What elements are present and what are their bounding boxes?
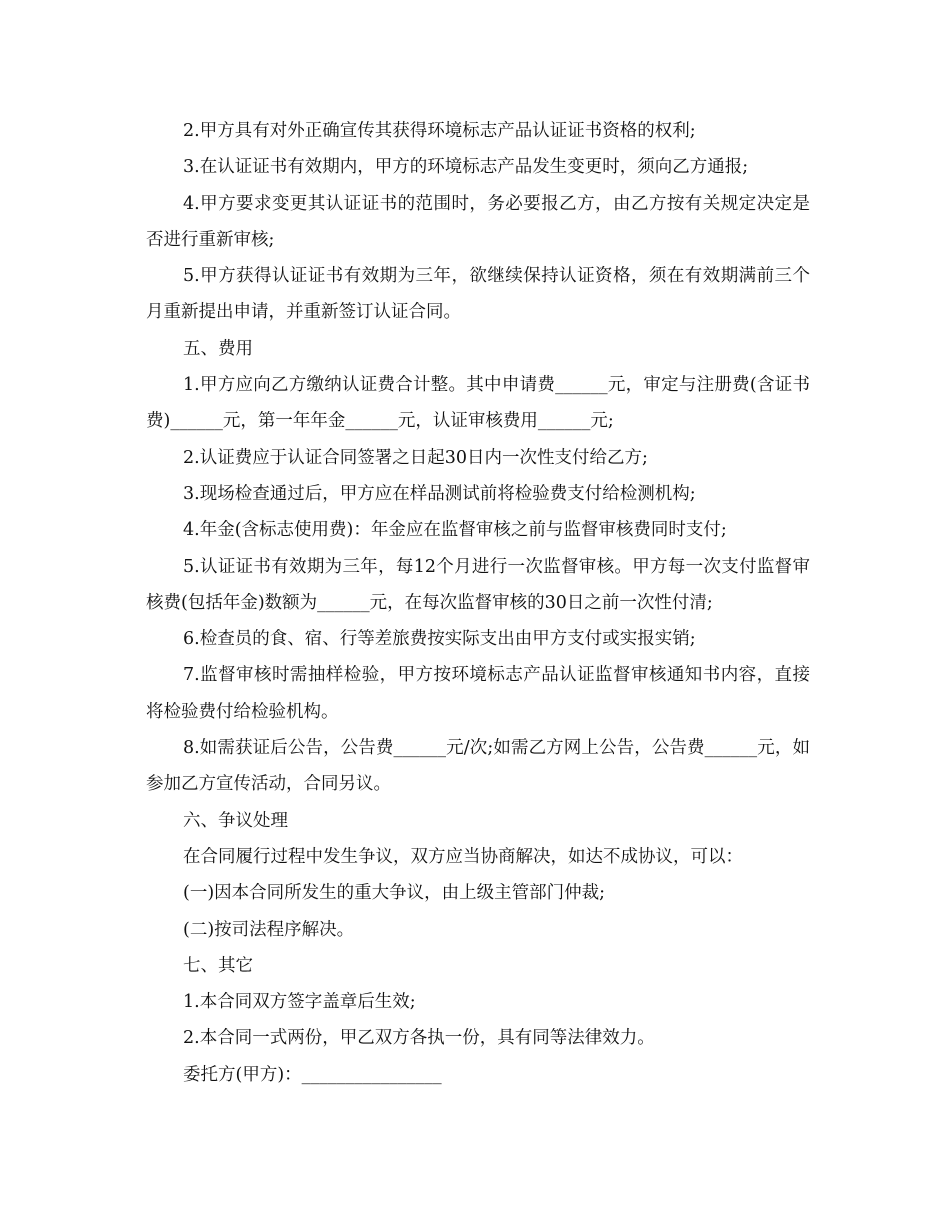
signature-line-party-a: 委托方(甲方)：________________ [183, 1064, 442, 1085]
clause-5-4: 4.年金(含标志使用费)：年金应在监督审核之前与监督审核费同时支付; [183, 520, 727, 541]
clause-5-1: 1.甲方应向乙方缴纳认证费合计整。其中申请费______元，审定与注册费(含证书费)______元，第一年年金______元，认证审核费用______元; [146, 375, 810, 432]
clause-7-1: 1.本合同双方签字盖章后生效; [183, 992, 416, 1013]
clause-5-3: 3.现场检查通过后，甲方应在样品测试前将检验费支付给检测机构; [183, 483, 696, 504]
clause-5-6: 6.检查员的食、宿、行等差旅费按实际支出由甲方支付或实报实销; [183, 629, 696, 650]
document-body [146, 113, 810, 1093]
section-heading-fees: 五、费用 [183, 338, 253, 359]
clause-4-4: 4.甲方要求变更其认证证书的范围时，务必要报乙方，由乙方按有关规定决定是否进行重新审核; [146, 193, 810, 250]
clause-5-8: 8.如需获证后公告，公告费______元/次;如需乙方网上公告，公告费______元，如参加乙方宣传活动，合同另议。 [146, 738, 810, 795]
clause-5-7: 7.监督审核时需抽样检验，甲方按环境标志产品认证监督审核通知书内容，直接将检验费付给检验机构。 [146, 665, 810, 722]
clause-5-2: 2.认证费应于认证合同签署之日起30日内一次性支付给乙方; [183, 447, 648, 468]
clause-4-3: 3.在认证证书有效期内，甲方的环境标志产品发生变更时，须向乙方通报; [183, 157, 749, 178]
clause-4-2: 2.甲方具有对外正确宣传其获得环境标志产品认证证书资格的权利; [183, 121, 696, 141]
clause-4-5: 5.甲方获得认证证书有效期为三年，欲继续保持认证资格，须在有效期满前三个月重新提出申请，并重新签订认证合同。 [146, 266, 810, 323]
section-heading-other: 七、其它 [183, 955, 253, 976]
disputes-option-1: (一)因本合同所发生的重大争议，由上级主管部门仲裁; [183, 883, 606, 904]
disputes-option-2: (二)按司法程序解决。 [183, 919, 355, 940]
clause-5-5: 5.认证证书有效期为三年，每12个月进行一次监督审核。甲方每一次支付监督审核费(包括年金)数额为______元，在每次监督审核的30日之前一次性付清; [146, 556, 810, 613]
disputes-intro: 在合同履行过程中发生争议，双方应当协商解决，如达不成协议，可以： [183, 846, 743, 867]
section-heading-disputes: 六、争议处理 [183, 810, 288, 831]
clause-7-2: 2.本合同一式两份，甲乙双方各执一份，具有同等法律效力。 [183, 1028, 655, 1049]
